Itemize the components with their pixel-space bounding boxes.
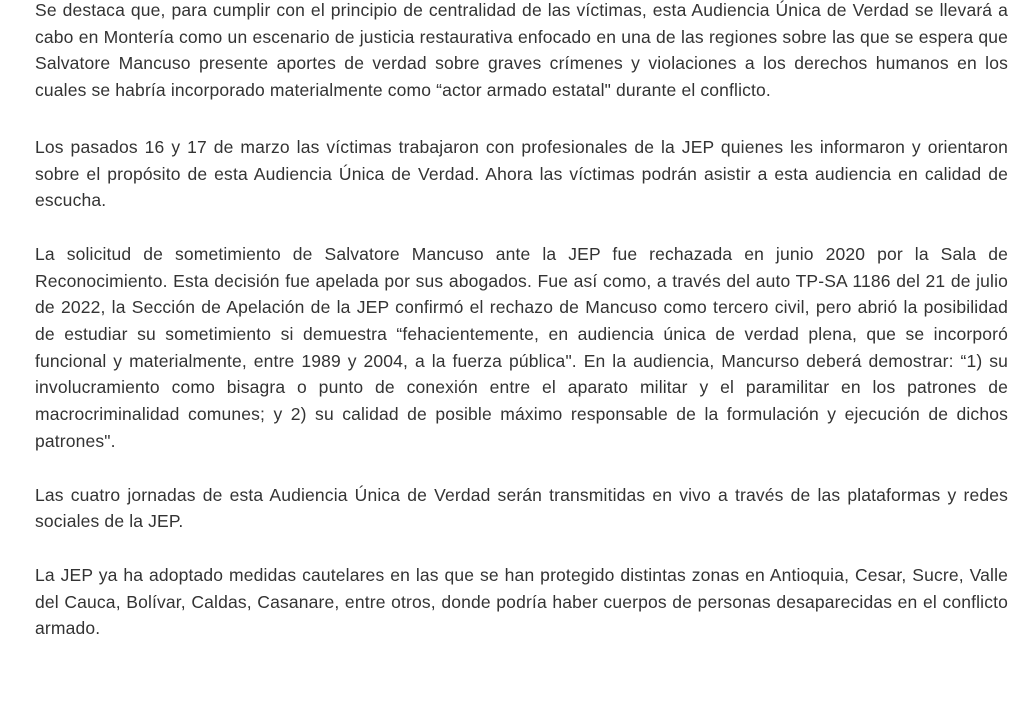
paragraph-montería-hearing: Se destaca que, para cumplir con el principio de centralidad de las víctimas, esta Audiencia Única de Verdad se llevará a cabo en Montería como un escenario de justicia restaurativa enfocado en una de las regiones sobre las que se espera que Salvatore Mancuso presente aportes de verdad sobre graves crímenes y violaciones a los derechos humanos en los cuales se habría incorporado materialmente como “actor armado estatal" durante el conflicto. (35, 0, 1008, 101)
paragraph-precautionary-measures: La JEP ya ha adoptado medidas cautelares en las que se han protegido distintas zonas en Antioquia, Cesar, Sucre, Valle del Cauca, Bolívar, Caldas, Casanare, entre otros, donde podría haber cuerpos de personas desaparecidas en el conflicto armado. (35, 564, 1008, 639)
paragraph-live-broadcast: Las cuatro jornadas de esta Audiencia Única de Verdad serán transmitidas en vivo a través de las plataformas y redes sociales de la JEP. (35, 484, 1008, 532)
paragraph-victims-preparation: Los pasados 16 y 17 de marzo las víctimas trabajaron con profesionales de la JEP quienes les informaron y orientaron sobre el propósito de esta Audiencia Única de Verdad. Ahora las víctimas podrán asistir a esta audiencia en calidad de escucha. (35, 136, 1008, 211)
paragraph-submission-request: La solicitud de sometimiento de Salvatore Mancuso ante la JEP fue rechazada en junio 2020 por la Sala de Reconocimiento. Esta decisión fue apelada por sus abogados. Fue así como, a través del auto TP-SA 1186 del 21 de julio de 2022, la Sección de Apelación de la JEP confirmó el rechazo de Mancuso como tercero civil, pero abrió la posibilidad de estudiar su sometimiento si demuestra “fehacientemente, en audiencia única de verdad plena, que se incorporó funcional y materialmente, entre 1989 y 2004, a la fuerza pública". En la audiencia, Mancurso deberá demostrar: “1) su involucramiento como bisagra o punto de conexión entre el aparato militar y el paramilitar en los patrones de macrocriminalidad comunes; y 2) su calidad de posible máximo responsable de la formulación y ejecución de dichos patrones". (35, 243, 1008, 451)
